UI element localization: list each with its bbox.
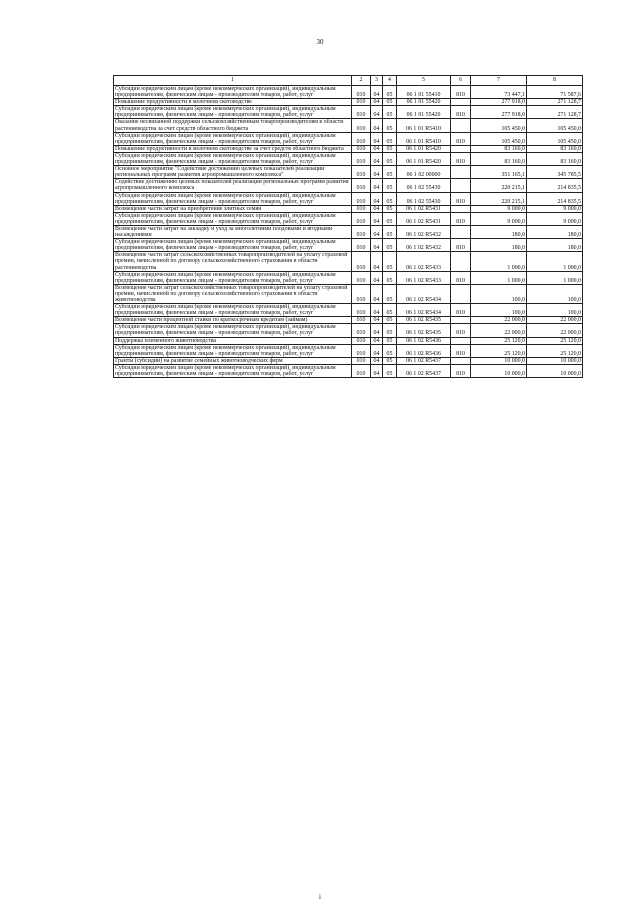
row-expense-type-cell [451, 317, 471, 324]
row-target-article-cell: 06 1 02 R5434 [397, 304, 451, 317]
row-code-cell: 010 [352, 106, 371, 119]
row-name-cell: Субсидии юридическим лицам (кроме некоммерческих организаций), индивидуальным предпринимателям, физическим лицам - производителям товаров, работ, услуг [114, 212, 352, 225]
row-code-cell: 010 [352, 225, 371, 238]
row-name-cell: Повышение продуктивности в молочном скотоводстве [114, 99, 352, 106]
row-amount-planned-cell: 22 000,0 [471, 324, 527, 337]
table-row [114, 304, 583, 317]
row-subsection-cell: 05 [383, 86, 397, 99]
table-row [114, 179, 583, 192]
row-expense-type-cell [451, 166, 471, 179]
row-section-cell: 04 [371, 205, 383, 212]
row-amount-executed-cell: 83 160,0 [527, 145, 583, 152]
row-amount-planned-cell: 10 000,0 [471, 357, 527, 364]
row-section-cell: 04 [371, 284, 383, 303]
row-section-cell: 04 [371, 304, 383, 317]
row-section-cell: 04 [371, 192, 383, 205]
table-row [114, 145, 583, 152]
row-amount-planned-cell: 22 000,0 [471, 317, 527, 324]
row-section-cell: 04 [371, 357, 383, 364]
row-subsection-cell: 05 [383, 304, 397, 317]
row-section-cell: 04 [371, 119, 383, 132]
row-amount-planned-cell: 1 000,0 [471, 271, 527, 284]
table-row [114, 205, 583, 212]
row-name-cell: Субсидии юридическим лицам (кроме некоммерческих организаций), индивидуальным предпринимателям, физическим лицам - производителям товаров, работ, услуг [114, 152, 352, 165]
row-amount-executed-cell: 1 000,0 [527, 271, 583, 284]
row-name-cell: Основное мероприятие "Содействие достижению целевых показателей реализации региональных программ развития агропромышленного комплекса" [114, 166, 352, 179]
row-subsection-cell: 05 [383, 152, 397, 165]
row-expense-type-cell: 810 [451, 86, 471, 99]
row-amount-planned-cell: 9 000,0 [471, 212, 527, 225]
row-amount-planned-cell: 83 160,0 [471, 152, 527, 165]
table-row [114, 166, 583, 179]
column-header: 7 [471, 76, 527, 86]
row-name-cell: Повышение продуктивности в молочном скотоводстве за счет средств областного бюджета [114, 145, 352, 152]
row-name-cell: Субсидии юридическим лицам (кроме некоммерческих организаций), индивидуальным предпринимателям, физическим лицам - производителям товаров, работ, услуг [114, 344, 352, 357]
row-code-cell: 010 [352, 284, 371, 303]
row-code-cell: 010 [352, 252, 371, 271]
row-amount-executed-cell: 10 000,0 [527, 357, 583, 364]
row-expense-type-cell [451, 145, 471, 152]
row-amount-planned-cell: 220 215,1 [471, 192, 527, 205]
row-subsection-cell: 05 [383, 252, 397, 271]
row-target-article-cell: 06 1 02 R5432 [397, 239, 451, 252]
row-section-cell: 04 [371, 239, 383, 252]
column-header: 2 [352, 76, 371, 86]
row-section-cell: 04 [371, 364, 383, 377]
row-code-cell: 010 [352, 145, 371, 152]
column-header: 5 [397, 76, 451, 86]
row-section-cell: 04 [371, 252, 383, 271]
row-subsection-cell: 05 [383, 132, 397, 145]
row-target-article-cell: 06 1 01 R5420 [397, 145, 451, 152]
table-body [114, 86, 583, 378]
row-name-cell: Гранты (субсидии) на развитие семейных животноводческих ферм [114, 357, 352, 364]
row-code-cell: 010 [352, 166, 371, 179]
row-code-cell: 010 [352, 357, 371, 364]
row-section-cell: 04 [371, 145, 383, 152]
row-target-article-cell: 06 1 02 R5431 [397, 205, 451, 212]
row-amount-executed-cell: 105 450,0 [527, 119, 583, 132]
row-target-article-cell: 06 1 01 R5410 [397, 132, 451, 145]
row-code-cell: 010 [352, 239, 371, 252]
row-section-cell: 04 [371, 271, 383, 284]
row-expense-type-cell [451, 225, 471, 238]
row-target-article-cell: 06 1 02 R5435 [397, 324, 451, 337]
row-target-article-cell: 06 1 02 R5432 [397, 225, 451, 238]
row-name-cell: Оказание несвязанной поддержки сельскохозяйственным товаропроизводителям в области растениеводства за счет средств областного бюджета [114, 119, 352, 132]
row-target-article-cell: 06 1 02 55430 [397, 179, 451, 192]
table-row [114, 132, 583, 145]
row-code-cell: 010 [352, 99, 371, 106]
row-section-cell: 04 [371, 179, 383, 192]
row-amount-planned-cell: 73 447,1 [471, 86, 527, 99]
table-row [114, 152, 583, 165]
row-target-article-cell: 06 1 01 R5420 [397, 152, 451, 165]
table-row [114, 119, 583, 132]
row-name-cell: Содействие достижению целевых показателей реализации региональных программ развития агропромышленного комплекса [114, 179, 352, 192]
row-section-cell: 04 [371, 225, 383, 238]
row-expense-type-cell: 810 [451, 192, 471, 205]
row-amount-planned-cell: 100,0 [471, 304, 527, 317]
row-subsection-cell: 05 [383, 166, 397, 179]
row-expense-type-cell [451, 99, 471, 106]
row-section-cell: 04 [371, 86, 383, 99]
column-header: 4 [383, 76, 397, 86]
row-subsection-cell: 05 [383, 119, 397, 132]
row-section-cell: 04 [371, 337, 383, 344]
row-expense-type-cell: 810 [451, 304, 471, 317]
row-code-cell: 010 [352, 324, 371, 337]
table-row [114, 192, 583, 205]
row-name-cell: Возмещение части затрат на приобретение элитных семян [114, 205, 352, 212]
row-amount-executed-cell: 271 128,7 [527, 99, 583, 106]
row-amount-executed-cell: 25 120,0 [527, 344, 583, 357]
row-expense-type-cell: 810 [451, 364, 471, 377]
row-amount-executed-cell: 214 835,5 [527, 192, 583, 205]
row-amount-executed-cell: 180,0 [527, 225, 583, 238]
row-amount-planned-cell: 1 000,0 [471, 252, 527, 271]
row-target-article-cell: 06 1 02 R5433 [397, 252, 451, 271]
row-subsection-cell: 05 [383, 364, 397, 377]
row-amount-planned-cell: 25 120,0 [471, 337, 527, 344]
row-subsection-cell: 05 [383, 239, 397, 252]
row-target-article-cell: 06 1 01 R5410 [397, 119, 451, 132]
row-code-cell: 010 [352, 152, 371, 165]
row-target-article-cell: 06 1 02 R5437 [397, 364, 451, 377]
table-row [114, 252, 583, 271]
column-header: 8 [527, 76, 583, 86]
row-code-cell: 010 [352, 86, 371, 99]
row-amount-planned-cell: 105 450,0 [471, 132, 527, 145]
row-expense-type-cell [451, 179, 471, 192]
row-subsection-cell: 05 [383, 99, 397, 106]
row-section-cell: 04 [371, 344, 383, 357]
row-name-cell: Возмещение части затрат на закладку и уход за многолетними плодовыми и ягодными насаждениями [114, 225, 352, 238]
row-amount-executed-cell: 9 000,0 [527, 212, 583, 225]
row-subsection-cell: 05 [383, 317, 397, 324]
row-code-cell: 010 [352, 192, 371, 205]
row-expense-type-cell: 810 [451, 152, 471, 165]
row-amount-executed-cell: 345 785,5 [527, 166, 583, 179]
row-amount-executed-cell: 100,0 [527, 284, 583, 303]
row-name-cell: Субсидии юридическим лицам (кроме некоммерческих организаций), индивидуальным предпринимателям, физическим лицам - производителям товаров, работ, услуг [114, 192, 352, 205]
table-row [114, 317, 583, 324]
row-name-cell: Возмещение части затрат сельскохозяйственных товаропроизводителей на уплату страховой премии, начисленной по договору сельскохозяйственного страхования в области растениеводства [114, 252, 352, 271]
row-subsection-cell: 05 [383, 357, 397, 364]
row-amount-planned-cell: 180,0 [471, 225, 527, 238]
row-subsection-cell: 05 [383, 337, 397, 344]
row-expense-type-cell: 810 [451, 324, 471, 337]
row-section-cell: 04 [371, 317, 383, 324]
row-amount-executed-cell: 10 000,0 [527, 364, 583, 377]
row-amount-planned-cell: 180,0 [471, 239, 527, 252]
column-header: 6 [451, 76, 471, 86]
table-row [114, 99, 583, 106]
row-subsection-cell: 05 [383, 145, 397, 152]
row-expense-type-cell [451, 337, 471, 344]
row-amount-planned-cell: 25 120,0 [471, 344, 527, 357]
table-row [114, 324, 583, 337]
row-amount-planned-cell: 105 450,0 [471, 119, 527, 132]
row-amount-executed-cell: 9 000,0 [527, 205, 583, 212]
row-amount-executed-cell: 22 000,0 [527, 317, 583, 324]
row-target-article-cell: 06 1 01 55410 [397, 86, 451, 99]
row-amount-executed-cell: 25 120,0 [527, 337, 583, 344]
table-row [114, 284, 583, 303]
row-expense-type-cell: 810 [451, 106, 471, 119]
row-name-cell: Возмещение части процентной ставки по краткосрочным кредитам (займам) [114, 317, 352, 324]
column-header: 1 [114, 76, 352, 86]
page-footer-mark: i [319, 893, 321, 901]
row-subsection-cell: 05 [383, 212, 397, 225]
row-code-cell: 010 [352, 179, 371, 192]
row-section-cell: 04 [371, 99, 383, 106]
row-target-article-cell: 06 1 02 R5436 [397, 337, 451, 344]
row-amount-executed-cell: 271 128,7 [527, 106, 583, 119]
row-expense-type-cell [451, 205, 471, 212]
row-subsection-cell: 05 [383, 205, 397, 212]
table-row [114, 357, 583, 364]
row-name-cell: Субсидии юридическим лицам (кроме некоммерческих организаций), индивидуальным предпринимателям, физическим лицам - производителям товаров, работ, услуг [114, 106, 352, 119]
row-name-cell: Поддержка племенного животноводства [114, 337, 352, 344]
row-target-article-cell: 06 1 02 R5437 [397, 357, 451, 364]
row-expense-type-cell: 810 [451, 132, 471, 145]
row-expense-type-cell: 810 [451, 344, 471, 357]
row-name-cell: Субсидии юридическим лицам (кроме некоммерческих организаций), индивидуальным предпринимателям, физическим лицам - производителям товаров, работ, услуг [114, 304, 352, 317]
row-expense-type-cell [451, 119, 471, 132]
row-amount-executed-cell: 105 450,0 [527, 132, 583, 145]
row-amount-planned-cell: 277 918,0 [471, 99, 527, 106]
row-target-article-cell: 06 1 02 R5436 [397, 344, 451, 357]
row-expense-type-cell: 810 [451, 212, 471, 225]
row-code-cell: 010 [352, 304, 371, 317]
row-code-cell: 010 [352, 205, 371, 212]
row-amount-planned-cell: 9 000,0 [471, 205, 527, 212]
row-subsection-cell: 05 [383, 284, 397, 303]
row-amount-planned-cell: 10 000,0 [471, 364, 527, 377]
page-number: 30 [316, 38, 324, 46]
row-section-cell: 04 [371, 212, 383, 225]
row-name-cell: Возмещение части затрат сельскохозяйственных товаропроизводителей на уплату страховой премии, начисленной по договору сельскохозяйственного страхования в области животноводства [114, 284, 352, 303]
row-subsection-cell: 05 [383, 225, 397, 238]
row-section-cell: 04 [371, 152, 383, 165]
row-amount-planned-cell: 351 165,1 [471, 166, 527, 179]
row-code-cell: 010 [352, 271, 371, 284]
row-code-cell: 010 [352, 317, 371, 324]
row-code-cell: 010 [352, 344, 371, 357]
row-amount-executed-cell: 71 587,6 [527, 86, 583, 99]
row-target-article-cell: 06 1 01 55420 [397, 106, 451, 119]
row-amount-planned-cell: 220 215,1 [471, 179, 527, 192]
row-name-cell: Субсидии юридическим лицам (кроме некоммерческих организаций), индивидуальным предпринимателям, физическим лицам - производителям товаров, работ, услуг [114, 86, 352, 99]
row-subsection-cell: 05 [383, 324, 397, 337]
row-target-article-cell: 06 1 02 R5435 [397, 317, 451, 324]
row-code-cell: 010 [352, 132, 371, 145]
row-target-article-cell: 06 1 02 R5434 [397, 284, 451, 303]
table-row [114, 86, 583, 99]
row-target-article-cell: 06 1 02 R5433 [397, 271, 451, 284]
row-subsection-cell: 05 [383, 271, 397, 284]
row-target-article-cell: 06 1 02 00000 [397, 166, 451, 179]
row-subsection-cell: 05 [383, 344, 397, 357]
row-expense-type-cell: 810 [451, 239, 471, 252]
row-target-article-cell: 06 1 02 R5431 [397, 212, 451, 225]
row-target-article-cell: 06 1 01 55420 [397, 99, 451, 106]
table-row [114, 364, 583, 377]
row-amount-planned-cell: 83 160,0 [471, 145, 527, 152]
row-expense-type-cell [451, 252, 471, 271]
budget-table [113, 75, 583, 378]
row-subsection-cell: 05 [383, 179, 397, 192]
row-name-cell: Субсидии юридическим лицам (кроме некоммерческих организаций), индивидуальным предпринимателям, физическим лицам - производителям товаров, работ, услуг [114, 132, 352, 145]
row-target-article-cell: 06 1 02 55430 [397, 192, 451, 205]
row-subsection-cell: 05 [383, 192, 397, 205]
row-amount-planned-cell: 277 918,0 [471, 106, 527, 119]
row-amount-executed-cell: 1 000,0 [527, 252, 583, 271]
row-subsection-cell: 05 [383, 106, 397, 119]
row-code-cell: 010 [352, 364, 371, 377]
row-name-cell: Субсидии юридическим лицам (кроме некоммерческих организаций), индивидуальным предпринимателям, физическим лицам - производителям товаров, работ, услуг [114, 239, 352, 252]
row-section-cell: 04 [371, 132, 383, 145]
row-amount-planned-cell: 100,0 [471, 284, 527, 303]
table-row [114, 225, 583, 238]
table-row [114, 344, 583, 357]
row-code-cell: 010 [352, 337, 371, 344]
table-row [114, 212, 583, 225]
row-name-cell: Субсидии юридическим лицам (кроме некоммерческих организаций), индивидуальным предпринимателям, физическим лицам - производителям товаров, работ, услуг [114, 271, 352, 284]
row-section-cell: 04 [371, 166, 383, 179]
row-amount-executed-cell: 100,0 [527, 304, 583, 317]
row-section-cell: 04 [371, 324, 383, 337]
table-header-row [114, 76, 583, 86]
row-code-cell: 010 [352, 119, 371, 132]
row-amount-executed-cell: 214 835,5 [527, 179, 583, 192]
row-expense-type-cell: 810 [451, 271, 471, 284]
row-amount-executed-cell: 83 160,0 [527, 152, 583, 165]
row-name-cell: Субсидии юридическим лицам (кроме некоммерческих организаций), индивидуальным предпринимателям, физическим лицам - производителям товаров, работ, услуг [114, 324, 352, 337]
row-section-cell: 04 [371, 106, 383, 119]
column-header: 3 [371, 76, 383, 86]
row-expense-type-cell [451, 357, 471, 364]
row-name-cell: Субсидии юридическим лицам (кроме некоммерческих организаций), индивидуальным предпринимателям, физическим лицам - производителям товаров, работ, услуг [114, 364, 352, 377]
row-amount-executed-cell: 180,0 [527, 239, 583, 252]
row-expense-type-cell [451, 284, 471, 303]
table-row [114, 239, 583, 252]
row-code-cell: 010 [352, 212, 371, 225]
row-amount-executed-cell: 22 000,0 [527, 324, 583, 337]
table-row [114, 106, 583, 119]
table-row [114, 271, 583, 284]
table-row [114, 337, 583, 344]
